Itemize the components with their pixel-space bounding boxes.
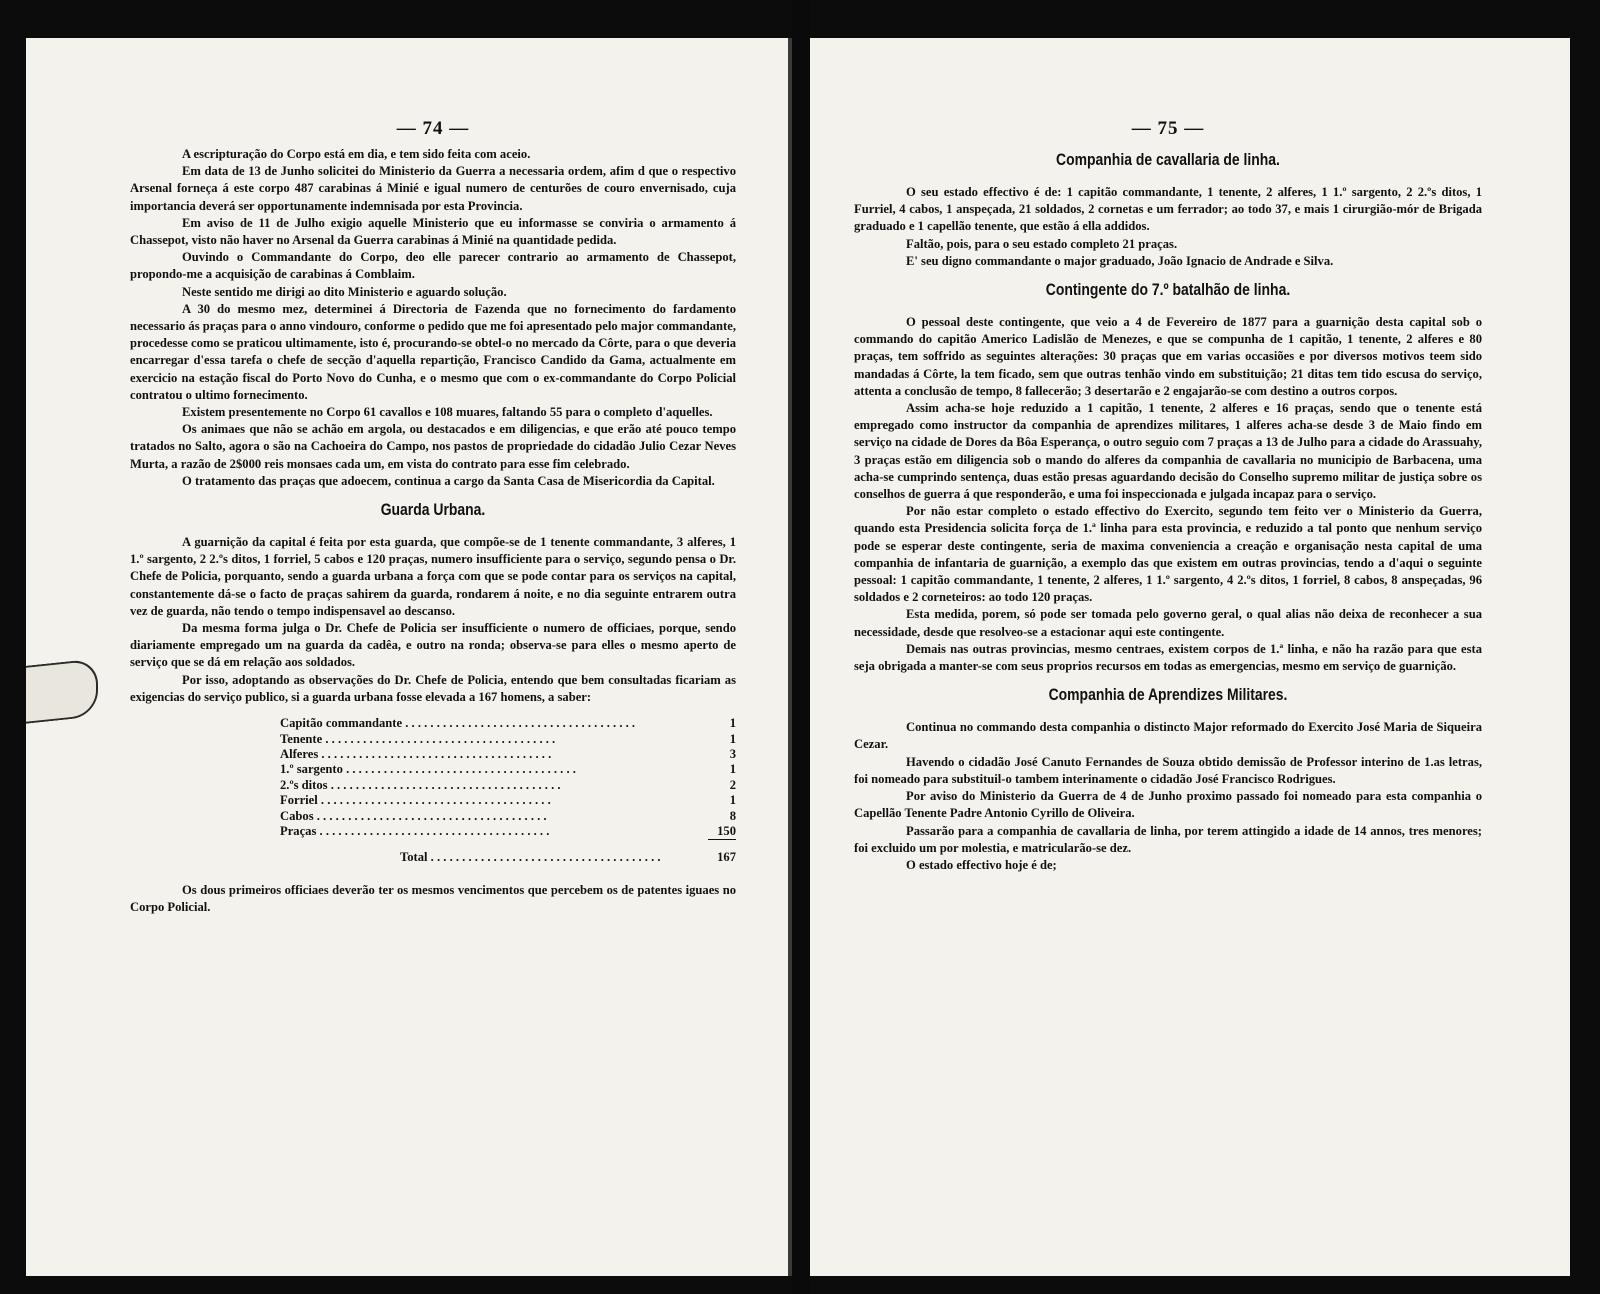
paragraph: Os animaes que não se achão em argola, ou destacados e em diligencias, e que erão até pouco tempo tratados no Salto, agora o são na Cachoeira do Campo, nos pastos de propriedade do cidadão Julio Cezar Neves Murta, a razão de 2$000 reis monsaes cada um, em vista do contrato para esse fim celebrado. [130, 422, 736, 471]
table-row [280, 793, 736, 808]
paragraph: Demais nas outras provincias, mesmo centraes, existem corpos de 1.ª linha, e não ha razão para que esta seja obrigada a manter-se com seus proprios recursos em todas as emergencias, mesmo em serviço de guarnição. [854, 641, 1482, 674]
left-page [26, 38, 792, 1276]
page-number-74: — 74 — [396, 118, 470, 139]
row-label: Cabos . . . [280, 809, 708, 824]
row-label: Praças . . . [280, 824, 708, 840]
paragraph: O tratamento das praças que adoecem, continua a cargo da Santa Casa de Misericordia da Capital. [182, 473, 715, 488]
row-label: Capitão commandante . . . [280, 716, 708, 731]
table-row [280, 809, 736, 824]
section-heading-guarda-urbana: Guarda Urbana. [380, 500, 486, 520]
paragraph: Por aviso do Ministerio da Guerra de 4 de Junho proximo passado foi nomeado para esta companhia o Capellão Tenente Padre Antonio Cyrillo de Oliveira. [854, 789, 1482, 821]
paragraph: Havendo o cidadão José Canuto Fernandes de Souza obtido demissão de Professor interino de 1.as letras, foi nomeado para substituil-o tambem interinamente o cidadão José Francisco Rodrigues. [854, 754, 1482, 786]
paragraph: Passarão para a companhia de cavallaria de linha, por terem attingido a idade de 14 annos, tres menores; foi excluido um por molestia, e matricularão-se dez. [854, 823, 1482, 855]
paragraph: Neste sentido me dirigi ao dito Ministerio e aguardo solução. [182, 284, 507, 299]
paragraph: Em data de 13 de Junho solicitei do Ministerio da Guerra a necessaria ordem, afim d que o respectivo Arsenal forneça á este corpo 487 carabinas á Minié e igual numero de centurões de couro envernisado, cuja importancia deverá ser opportunamente indemnisada por esta Provincia. [130, 164, 736, 213]
row-value: 1 [729, 793, 736, 808]
paragraph: Ouvindo o Commandante do Corpo, deo elle parecer contrario ao armamento de Chassepot, propondo-me a acquisição de carabinas á Comblaim. [130, 250, 736, 282]
row-value: 3 [729, 746, 736, 761]
row-value: 8 [729, 808, 736, 823]
paragraph: Faltão, pois, para o seu estado completo 21 praças. [906, 236, 1178, 251]
paragraph: A guarnição da capital é feita por esta guarda, que compõe-se de 1 tenente commandante, 3 alferes, 1 1.º sargento, 2 2.ºs ditos, 1 forriel, 5 cabos e 120 praças, numero insufficiente para o serviço, segundo pensa o Dr. Chefe de Policia, porquanto, sendo a guarda urbana a força com que se pode contar para os serviços na capital, constantemente dá-se o facto de praças sahirem da guarda, rondarem á noite, e no dia seguinte entrarem outra vez de guarda, não tendo o tempo indispensavel ao descanso. [130, 535, 736, 618]
paragraph: Assim acha-se hoje reduzido a 1 capitão, 1 tenente, 2 alferes e 16 praças, sendo que o tenente está empregado como instructor da companhia de aprendizes militares, 1 alferes acha-se desde 3 de Maio findo em serviço na cidade de Dores da Bôa Esperança, o outro seguio com 7 praças a 13 de Julho para a cidade do Arassuahy, 3 praças estão em diligencia sob o mando do alferes da companhia de cavallaria no municipio de Barbacena, uma acha-se cumprindo sentença, duas estão presas aguardando decisão do Conselho supremo militar de justiça sobre os conselhos de guerra á que responderão, e uma foi inspeccionada e julgada incapaz para o serviço. [854, 401, 1482, 502]
personnel-table [280, 716, 736, 866]
row-value: 1 [729, 762, 736, 777]
row-value: 150 [717, 823, 736, 838]
paragraph: Por não estar completo o estado effectivo do Exercito, segundo tem feito ver o Ministerio da Guerra, quando esta Presidencia solicita força de 1.ª linha para esta provincia, e reduzido a tal ponto que nenhum serviço pode se esperar deste contingente, seria de maxima conveniencia a creação e organisação nesta capital de uma companhia de infantaria de guarnição, a exemplo das que existem em outras provincias, tendo a d'aqui o seguinte pessoal: 1 capitão commandante, 1 tenente, 2 alferes, 1 1.º sargento, 4 2.ºs ditos, 1 forriel, 8 cabos, 8 anspeçadas, 96 soldados e 2 corneteiros: ao todo 120 praças. [854, 504, 1482, 605]
row-value: 1 [729, 716, 736, 731]
page-number-75: — 75 — [1131, 118, 1205, 139]
paragraph: Continua no commando desta companhia o distincto Major reformado do Exercito José Maria de Siqueira Cezar. [854, 720, 1482, 752]
table-row [280, 747, 736, 762]
table-total-row [280, 840, 736, 866]
row-label: Forriel . . . [280, 793, 708, 808]
paragraph: O pessoal deste contingente, que veio a 4 de Fevereiro de 1877 para a guarnição desta capital sob o commando do capitão Americo Ladislão de Menezes, e que se compunha de 1 capitão, 1 tenente, 2 alferes e 80 praças, tem soffrido as seguintes alterações: 30 praças que em varias occasiões e por diversos motivos teem sido mandadas á Côrte, la tem ficado, sem que outras tenhão vindo em substituição; 21 ditas tem tido escusa do serviço, attenta a conclusão de tempo, 8 fallecerão; 3 desertarão e 2 engajarão-se com destino a outros corpos. [854, 315, 1482, 398]
paragraph: O seu estado effectivo é de: 1 capitão commandante, 1 tenente, 2 alferes, 1 1.º sargento, 2 2.ºs ditos, 1 Furriel, 4 cabos, 1 anspeçada, 21 soldados, 2 cornetas e um ferrador; ao todo 37, e mais 1 cirurgião-mór de Brigada graduado e 1 capellão tenente, que estão á ella addidos. [854, 185, 1482, 234]
book-gutter [792, 0, 810, 1294]
paragraph: Esta medida, porem, só pode ser tomada pelo governo geral, o qual alias não deixa de reconhecer a sua necessidade, desde que resolveo-se a estacionar aqui este contingente. [854, 607, 1482, 639]
total-value: 167 [708, 840, 736, 866]
paragraph: A 30 do mesmo mez, determinei á Directoria de Fazenda que no fornecimento do fardamento necessario ás praças para o anno vindouro, conforme o pedido que me foi apresentado pelo major commandante, procedesse como se praticou ultimamente, isto é, procurando-se obtel-o no mercado da Côrte, para o que deveria encarregar d'essa tarefa o chefe de secção d'aquella repartição, Francisco Candido da Gama, actualmente em exercicio na estação fiscal do Porto Novo do Cunha, e o mesmo que com o ex-commandante do Corpo Policial contratou o ultimo fornecimento. [130, 301, 736, 402]
row-value: 1 [729, 731, 736, 746]
section-heading-cavallaria: Companhia de cavallaria de linha. [1056, 150, 1280, 169]
closing-paragraph: Os dous primeiros officiaes deverão ter os mesmos vencimentos que percebem os de patentes iguaes no Corpo Policial. [130, 882, 736, 914]
table-row [280, 716, 736, 731]
total-label: Total . . . [280, 840, 708, 866]
row-label: Alferes . . . [280, 747, 708, 762]
table-row [280, 762, 736, 777]
row-label: Tenente . . . [280, 732, 708, 747]
section-heading-contingente: Contingente do 7.º batalhão de linha. [1045, 280, 1291, 300]
paragraph: Existem presentemente no Corpo 61 cavallos e 108 muares, faltando 55 para o completo d'aquelles. [182, 405, 713, 420]
row-label: 1.º sargento . . . [280, 762, 708, 777]
table-row [280, 778, 736, 793]
section-heading-aprendizes: Companhia de Aprendizes Militares. [1048, 685, 1288, 705]
table-row [280, 824, 736, 840]
paragraph: Da mesma forma julga o Dr. Chefe de Policia ser insufficiente o numero de officiaes, porque, sendo diariamente empregado um na guarda da cadêa, e outro na ronda; observa-se para elles o mesmo aperto de serviço que se dá em relação aos soldados. [130, 621, 736, 670]
paragraph: Em aviso de 11 de Julho exigio aquelle Ministerio que eu informasse se conviria o armamento á Chassepot, visto não haver no Arsenal da Guerra carabinas á Minié na quantidade pedida. [130, 215, 736, 248]
paragraph: A escripturação do Corpo está em dia, e tem sido feita com aceio. [182, 147, 531, 161]
paragraph: Por isso, adoptando as observações do Dr. Chefe de Policia, entendo que bem consultadas ficariam as exigencias do serviço publico, si a guarda urbana fosse elevada a 167 homens, a saber: [130, 672, 736, 704]
row-label: 2.ºs ditos . . . [280, 778, 708, 793]
right-page [810, 38, 1570, 1276]
row-value: 2 [729, 777, 736, 792]
table-row [280, 732, 736, 747]
paragraph: E' seu digno commandante o major graduado, João Ignacio de Andrade e Silva. [906, 253, 1334, 268]
paragraph: O estado effectivo hoje é de; [906, 857, 1057, 872]
